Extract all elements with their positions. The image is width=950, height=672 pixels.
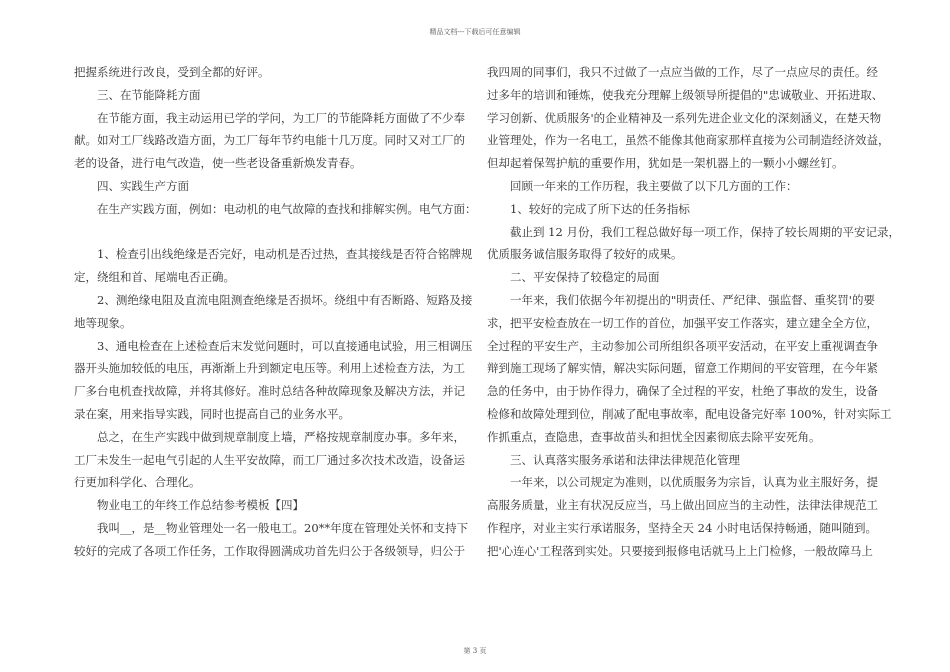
text-line: 我叫__，是__物业管理处一名一般电工。20**年度在管理处关怀和支持下 xyxy=(97,520,469,535)
text-line: 急的任务中，由于协作得力，确保了全过程的平安，杜绝了事故的发生，设备 xyxy=(487,384,878,399)
page-header: 精品文档---下载后可任意编辑 xyxy=(429,28,521,36)
right-column xyxy=(487,61,900,563)
text-line: 检修和故障处理到位，削减了配电事故率，配电设备完好率 100%，针对实际工 xyxy=(487,406,892,421)
text-line: 一年来，我们依据今年初提出的"明责任、严纪律、强监督、重奖罚'的要 xyxy=(510,292,875,307)
text-line: 总之，在生产实践中做到规章制度上墙，严格按规章制度办事。多年来， xyxy=(97,429,465,444)
text-line: 定，绕组和首、尾端电否正确。 xyxy=(74,270,235,285)
text-line: 把'心连心'工程落到实处。只要接到报修电话就马上上门检修，一般故障马上 xyxy=(487,543,873,558)
text-line: 截止到 12 月份，我们工程总做好每一项工作，保持了较长周期的平安记录， xyxy=(510,224,900,239)
text-line: 全过程的平安生产，主动参加公司所组织各项平安活动，在平安上重视调查争 xyxy=(487,338,878,353)
text-line: 在生产实践方面，例如：电动机的电气故障的查找和排解实例。电气方面： xyxy=(97,201,477,216)
text-line: 2、测绝缘电阻及直流电阻测查绝缘是否损坏。绕组中有否断路、短路及接 xyxy=(97,292,473,307)
text-line xyxy=(74,221,466,244)
left-column xyxy=(74,61,477,563)
text-line: 三、在节能降耗方面 xyxy=(97,87,201,102)
text-line: 求，把平安检查放在一切工作的首位，加强平安工作落实，建立建全全方位， xyxy=(487,315,878,330)
text-line: 辩到施工现场了解实情，解决实际问题，留意工作期间的平安管理，在今年紧 xyxy=(487,361,878,376)
text-line: 较好的完成了各项工作任务，工作取得圆满成功首先归公于各级领导，归公于 xyxy=(74,543,465,558)
text-line: 把握系统进行改良，受到全都的好评。 xyxy=(74,65,270,79)
text-line: 作抓重点，查隐患，查事故苗头和担忧全因素彻底去除平安死角。 xyxy=(487,429,821,444)
text-line: 物业电工的年终工作总结参考模板【四】 xyxy=(97,498,304,513)
text-line: 我四周的同事们，我只不过做了一点应当做的工作，尽了一点应尽的责任。经 xyxy=(487,65,878,79)
text-line: 在节能方面，我主动运用已学的学问，为工厂的节能降耗方面做了不少奉 xyxy=(97,110,465,125)
text-line: 1、检查引出线绝缘是否完好，电动机是否过热，查其接线是否符合铭牌规 xyxy=(97,247,473,262)
text-line: 行更加科学化、合理化。 xyxy=(74,475,201,490)
text-line: 作程序，对业主实行承诺服务，坚持全天 24 小时电话保持畅通，随叫随到。 xyxy=(487,520,877,535)
text-line: 一年来，以公司规定为准则，以优质服务为宗旨，认真为业主服好务，提 xyxy=(510,475,878,490)
text-line: 优质服务诚信服务取得了较好的成果。 xyxy=(487,247,683,262)
text-line: 献。如对工厂线路改造方面，为工厂每年节约电能十几万度。同时又对工厂的 xyxy=(74,133,465,148)
text-line: 业管理处，作为一名电工，虽然不能像其他商家那样直接为公司制造经济效益， xyxy=(487,133,890,148)
text-line: 二、平安保持了较稳定的局面 xyxy=(510,270,660,285)
text-line: 3、通电检查在上述检查后末发觉问题时，可以直接通电试验，用三相调压 xyxy=(97,338,473,353)
text-line: 回顾一年来的工作历程，我主要做了以下几方面的工作： xyxy=(510,178,798,193)
text-line: 但却起着保驾护航的重要作用，犹如是一架机器上的一颗小小螺丝钉。 xyxy=(487,156,844,171)
text-line: 器开头施加较低的电压，再渐渐上升到额定电压等。利用上述检查方法，为工 xyxy=(74,361,465,376)
text-line: 四、实践生产方面 xyxy=(97,178,189,193)
text-line: 工厂未发生一起电气引起的人生平安故障，而工厂通过多次技术改造，设备运 xyxy=(74,452,465,467)
text-line: 高服务质量，业主有状况反应当，马上做出回应当的主动性，法律法律规范工 xyxy=(487,498,878,513)
text-line: 三、认真落实服务承诺和法律法律规范化管理 xyxy=(510,452,740,467)
text-line: 老的设备，进行电气改造，使一些老设备重新焕发青春。 xyxy=(74,156,362,171)
page-number: 第 3 页 xyxy=(463,647,487,655)
text-line: 录在案，用来指导实践，同时也提高自己的业务水平。 xyxy=(74,406,350,421)
text-line: 学习创新、优质服务'的企业精神及一系列先进企业文化的深刻涵义，在楚天物 xyxy=(487,110,882,125)
text-line: 地等现象。 xyxy=(74,315,132,330)
text-line: 过多年的培训和锤炼，使我充分理解上级领导所提倡的"忠诚敬业、开拓进取、 xyxy=(487,87,884,102)
text-line: 1、较好的完成了所下达的任务指标 xyxy=(510,201,690,216)
text-line: 厂多台电机查找故障，并将其修好。准时总结各种故障现象及解决方法，并记 xyxy=(74,384,465,399)
